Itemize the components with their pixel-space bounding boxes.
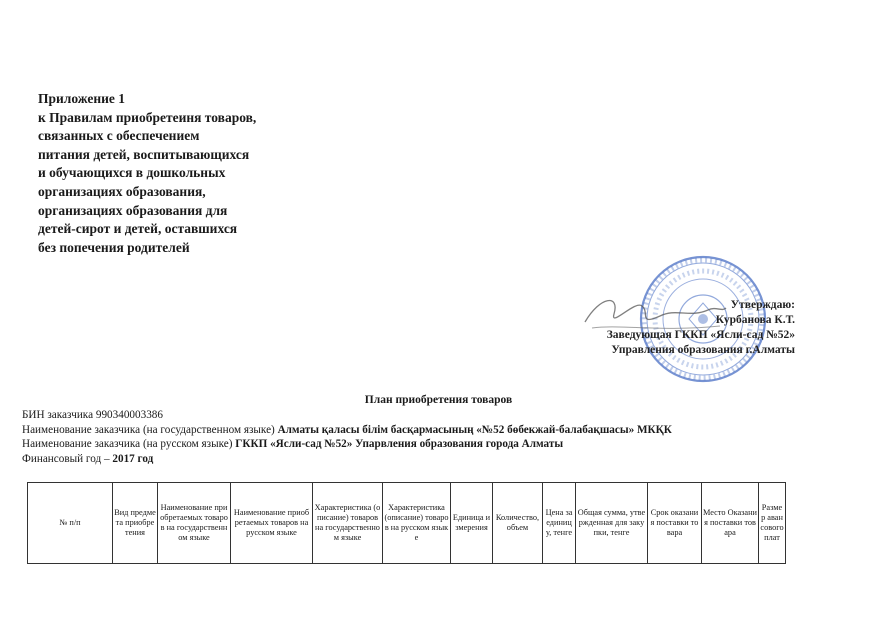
- approval-block: [607, 298, 795, 358]
- appendix-line: организациях образования для: [38, 202, 228, 218]
- appendix-line: Приложение 1: [38, 91, 126, 106]
- header-cell-name-kz: Наименование приобретаемых товаров на государственном языке: [158, 483, 231, 564]
- header-cell-type: Вид предмета приобретения: [113, 483, 158, 564]
- year-value: 2017 год: [112, 452, 154, 465]
- name-ru-row: [22, 437, 672, 452]
- customer-info: [22, 408, 672, 466]
- appendix-line: без попечения родителей: [38, 239, 190, 255]
- header-cell-quantity: Количество, объем: [493, 483, 543, 564]
- bin-row: [22, 408, 672, 423]
- appendix-line: детей-сирот и детей, оставшихся: [38, 221, 238, 237]
- name-ru-value: ГККП «Ясли-сад №52» Упарвления образования города Алматы: [235, 438, 564, 451]
- header-cell-advance: Размер авансового плат: [759, 483, 786, 564]
- plan-table: [27, 482, 786, 564]
- appendix-line: связанных с обеспечением: [38, 128, 200, 144]
- appendix-line: организациях образования,: [38, 183, 206, 199]
- header-cell-unit: Единица измерения: [451, 483, 493, 564]
- appendix-line: питания детей, воспитывающихся: [38, 146, 250, 162]
- table-header-row: [28, 483, 786, 564]
- name-kz-value: Алматы қаласы білім басқармасының «№52 бөбекжай-балабақшасы» МКҚК: [277, 423, 672, 436]
- approval-department: Управления образования г.Алматы: [611, 344, 795, 356]
- appendix-block: [38, 90, 256, 257]
- header-cell-price: Цена за единицу, тенге: [543, 483, 576, 564]
- approval-position: Заведующая ГККП «Ясли-сад №52»: [606, 329, 795, 341]
- approval-approve: Утверждаю:: [730, 299, 795, 311]
- header-cell-place: Место Оказания поставки товара: [702, 483, 759, 564]
- appendix-line: к Правилам приобретеиня товаров,: [38, 109, 257, 125]
- year-label: Финансовый год –: [22, 452, 113, 465]
- header-cell-term: Срок оказания поставки товара: [648, 483, 702, 564]
- header-cell-desc-ru: Характеристика (описание) товаров на русском языке: [383, 483, 451, 564]
- header-cell-total: Общая сумма, утвержденная для закупки, тенге: [576, 483, 648, 564]
- approval-name: Курбанова К.Т.: [715, 314, 795, 326]
- appendix-line: и обучающихся в дошкольных: [38, 165, 226, 181]
- bin-label: БИН заказчика: [22, 409, 96, 421]
- plan-title: План приобретения товаров: [364, 394, 513, 406]
- name-kz-label: Наименование заказчика (на государственном языке): [22, 423, 278, 436]
- name-ru-label: Наименование заказчика (на русском языке): [22, 438, 236, 451]
- header-cell-name-ru: Наименование приобретаемых товаров на русском языке: [231, 483, 313, 564]
- header-cell-number: № п/п: [28, 483, 113, 564]
- name-kz-row: [22, 423, 672, 438]
- year-row: [22, 452, 672, 467]
- bin-value: 990340003386: [95, 409, 163, 421]
- header-cell-desc-kz: Характеристика (описание) товаров на государственном языке: [313, 483, 383, 564]
